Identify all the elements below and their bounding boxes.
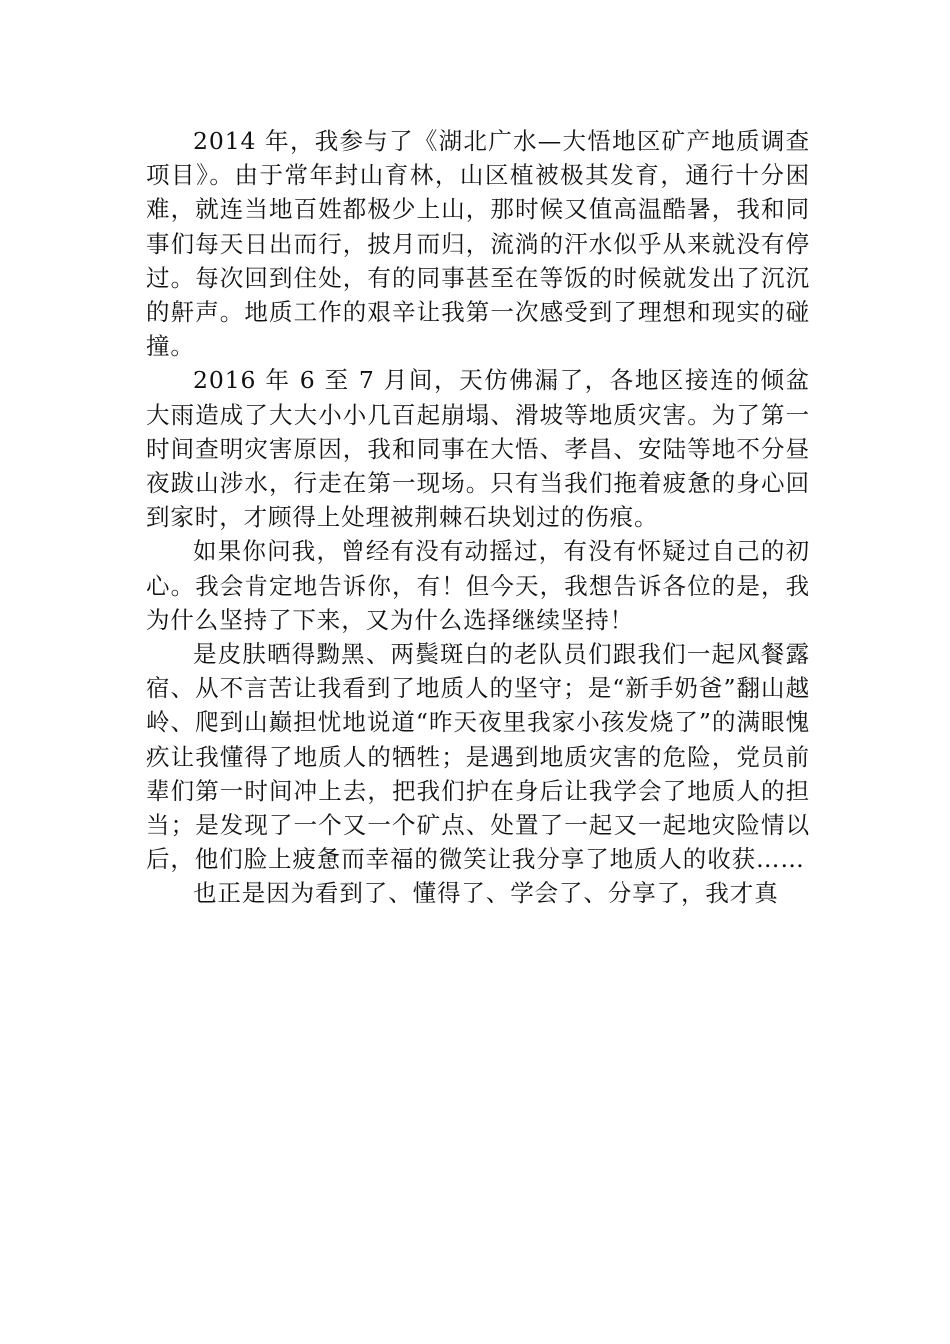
paragraph-4: 是皮肤晒得黝黑、两鬓斑白的老队员们跟我们一起风餐露宿、从不言苦让我看到了地质人的坚守；是“新手奶爸”翻山越岭、爬到山巅担忧地说道“昨天夜里我家小孩发烧了”的满眼愧疚让我懂得了地质人的牺牲；是遇到地质灾害的危险，党员前辈们第一时间冲上去，把我们护在身后让我学会了地质人的担当；是发现了一个又一个矿点、处置了一起又一起地灾险情以后，他们脸上疲惫而幸福的微笑让我分享了地质人的收获…… — [146, 640, 810, 874]
paragraph-2: 2016 年 6 至 7 月间，天仿佛漏了，各地区接连的倾盆大雨造成了大大小小几百起崩塌、滑坡等地质灾害。为了第一时间查明灾害原因，我和同事在大悟、孝昌、安陆等地不分昼夜跋山涉水，行走在第一现场。只有当我们拖着疲惫的身心回到家时，才顾得上处理被荆棘石块划过的伤痕。 — [146, 366, 810, 532]
paragraph-5: 也正是因为看到了、懂得了、学会了、分享了，我才真 — [193, 879, 779, 908]
paragraph-3: 如果你问我，曾经有没有动摇过，有没有怀疑过自己的初心。我会肯定地告诉你，有！但今天，我想告诉各位的是，我为什么坚持了下来，又为什么选择继续坚持！ — [146, 537, 810, 634]
document-body — [146, 124, 810, 911]
paragraph-1: 2014 年，我参与了《湖北广水—大悟地区矿产地质调查项目》。由于常年封山育林，山区植被极其发育，通行十分困难，就连当地百姓都极少上山，那时候又值高温酷暑，我和同事们每天日出而行，披月而归，流淌的汗水似乎从来就没有停过。每次回到住处，有的同事甚至在等饭的时候就发出了沉沉的鼾声。地质工作的艰辛让我第一次感受到了理想和现实的碰撞。 — [146, 127, 810, 361]
